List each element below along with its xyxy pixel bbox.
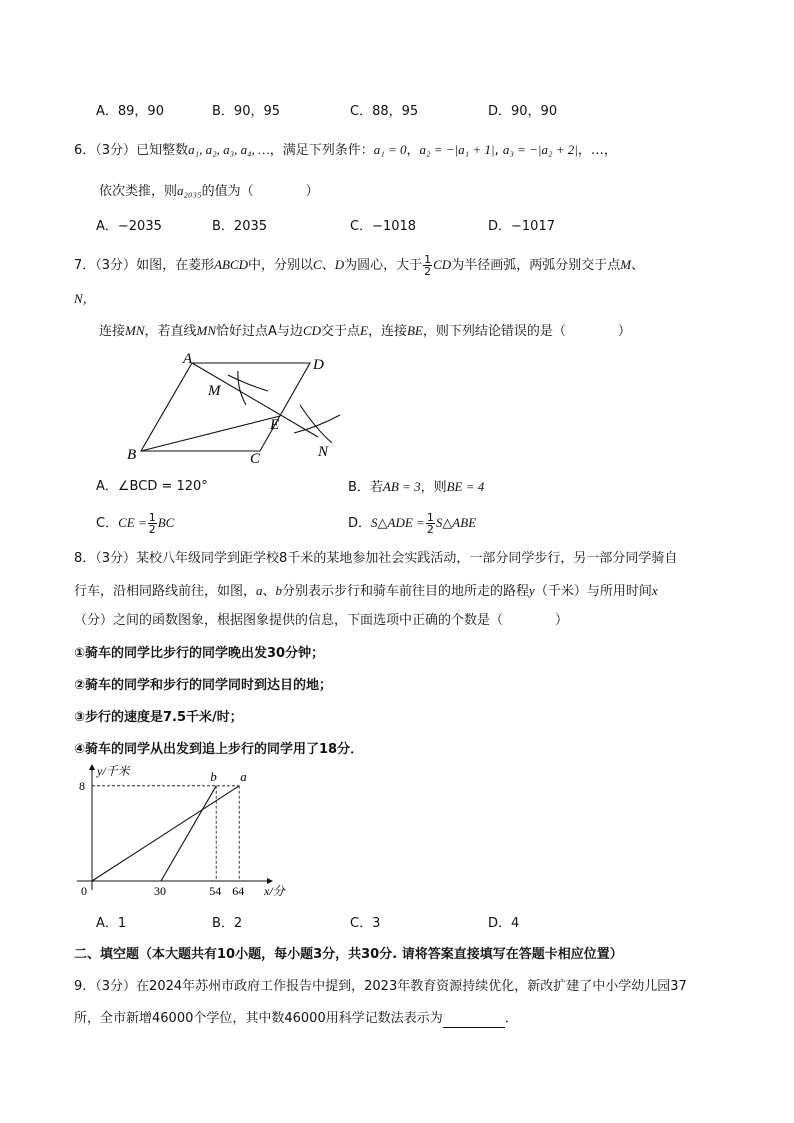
- label-d: D: [313, 357, 324, 373]
- q6-cond1: a₁ = 0: [373, 142, 407, 157]
- line-mn: [192, 363, 318, 437]
- q8-var-b: b: [275, 583, 283, 598]
- q6-option-d: D．−1017: [488, 219, 555, 234]
- q8-statement-4: ④骑车的同学从出发到追上步行的同学用了18分．: [74, 742, 364, 757]
- q6-cond-end: ，…，: [577, 143, 617, 158]
- q7-frac-den: 2: [424, 265, 432, 278]
- q5-option-d: D．90，90: [488, 104, 558, 119]
- section2-heading: 二、填空题（本大题共有10小题，每小题3分，共30分. 请将答案直接填写在答题卡相应位置）: [74, 947, 623, 962]
- arc-upper-2: [238, 371, 246, 405]
- label-c: C: [250, 451, 261, 465]
- q7-mn2: MN: [196, 323, 217, 338]
- q8-line-chart: [72, 762, 297, 897]
- q7-line3-f: ，则下列结论错误的是（ ）: [422, 324, 631, 339]
- q7-number: 7．: [74, 258, 96, 273]
- q7-text3: 为圆心，大于: [344, 258, 423, 273]
- q7-cd: CD: [433, 257, 452, 272]
- q9-stem-line2: [74, 1010, 518, 1028]
- series-b-line: [161, 786, 216, 881]
- q8-statement-3: ③步行的速度是7.5千米/时；: [74, 710, 243, 725]
- segment-be: [141, 416, 280, 451]
- q8-stem-line2: [74, 582, 658, 601]
- q7-rhombus: ABCD: [214, 257, 249, 272]
- q7-option-c-frac: [148, 512, 157, 535]
- arc-lower: [300, 405, 332, 443]
- arc-upper: [228, 375, 268, 391]
- q7-option-d-frac: [426, 512, 435, 535]
- q8-stem-line3: （分）之间的函数图象，根据图象提供的信息，下面选项中正确的个数是（ ）: [74, 613, 569, 628]
- q8-var-y: y: [529, 583, 535, 598]
- q7-stem-line1: [74, 254, 644, 277]
- q7-option-c: [96, 512, 174, 535]
- q8-line2-c: 分别表示步行和骑车前往目的地所走的路程: [282, 584, 530, 599]
- q7-option-d-frac-num: 1: [426, 511, 434, 524]
- q7-score: （3分）: [95, 258, 137, 273]
- q6-sequence: a₁, a₂, a₃, a₄, …: [188, 142, 270, 157]
- q7-option-d-pre: D．: [348, 516, 372, 531]
- q7-point-c: C: [313, 257, 322, 272]
- q7-mn: MN: [125, 323, 145, 338]
- q7-point-d: D: [334, 257, 345, 272]
- y-axis-label: y/千米: [97, 764, 130, 778]
- q7-cd2: CD: [302, 323, 321, 338]
- q7-line3-b: ，若直线: [144, 324, 197, 339]
- q6-option-a: A．−2035: [96, 219, 162, 234]
- q7-point-m: M: [620, 257, 632, 272]
- y-axis-arrow: [89, 764, 95, 770]
- q7-option-c-frac-num: 1: [148, 511, 156, 524]
- q7-rhombus-figure: [120, 345, 350, 465]
- label-b: B: [127, 447, 137, 463]
- q7-option-c-lhs: CE =: [118, 515, 147, 530]
- x-tick-30: 30: [154, 884, 166, 897]
- label-a: A: [183, 351, 193, 367]
- q6-text-b: ，满足下列条件：: [269, 143, 374, 158]
- q7-option-b-res: BE = 4: [446, 479, 485, 494]
- label-m: M: [208, 383, 221, 399]
- q7-stem-line3: [99, 322, 631, 341]
- x-axis-label: x/分: [264, 884, 285, 897]
- q6-score: （3分）: [95, 143, 137, 158]
- q8-line2-b: 、: [262, 584, 276, 599]
- q6-line2-a: 依次类推，则: [99, 184, 178, 199]
- q8-line2-d: （千米）与所用时间: [534, 584, 652, 599]
- label-e: E: [270, 417, 280, 433]
- q7-sep2: 、: [631, 258, 645, 273]
- q7-option-b-cond: AB = 3: [382, 479, 421, 494]
- q8-line2-a: 行车，沿相同路线前往，如图，: [74, 584, 257, 599]
- q8-var-a: a: [256, 583, 263, 598]
- q8-option-a: A．1: [96, 916, 127, 931]
- q6-line2-b: 的值为（ ）: [201, 184, 319, 199]
- q7-sep: 、: [321, 258, 335, 273]
- q9-stem-line1: 9．（3分）在2024年苏州市政府工作报告中提到，2023年教育资源持续优化，新改扩建了中小学幼儿园37: [74, 979, 687, 994]
- q7-option-a: A．∠BCD = 120°: [96, 479, 208, 494]
- q7-option-b-pre: B．若: [348, 480, 383, 495]
- q5-option-b: B．90，95: [212, 104, 281, 119]
- q7-line3-a: 连接: [99, 324, 126, 339]
- q7-option-d-rhs: S△ABE: [435, 515, 477, 530]
- q5-option-a: A．89，90: [96, 104, 164, 119]
- q7-point-n-line: N，: [74, 291, 96, 306]
- x-tick-54: 54: [209, 884, 222, 897]
- q7-frac-num: 1: [424, 253, 432, 266]
- q9-line2-end: ．: [504, 1011, 518, 1026]
- q5-option-c: C．88，95: [350, 104, 419, 119]
- q7-line3-e: ，连接: [367, 324, 407, 339]
- q7-option-c-rhs: BC: [157, 515, 175, 530]
- q6-target: a₂₀₃₅: [177, 183, 202, 198]
- q6-cond3: a₃ = −|a₂ + 2|: [502, 142, 578, 157]
- q7-line3-d: 交于点: [321, 324, 361, 339]
- q7-option-c-frac-den: 2: [148, 523, 156, 536]
- q6-option-b: B．2035: [212, 219, 268, 234]
- q7-be: BE: [406, 323, 423, 338]
- q8-var-x: x: [651, 583, 658, 598]
- q8-option-d: D．4: [488, 916, 520, 931]
- series-a-line: [92, 786, 239, 881]
- q7-text1: 如图，在菱形: [136, 258, 215, 273]
- q7-option-d: [348, 512, 476, 535]
- y-tick-8: 8: [79, 778, 85, 793]
- x-tick-0: 0: [81, 884, 87, 897]
- q8-statement-2: ②骑车的同学和步行的同学同时到达目的地；: [74, 678, 333, 693]
- q9-line2: 所，全市新增46000个学位，其中数46000用科学记数法表示为: [74, 1011, 443, 1026]
- q6-number: 6．: [74, 143, 96, 158]
- q9-answer-blank[interactable]: [443, 1013, 505, 1028]
- q7-text4: 为半径画弧，两弧分别交于点: [451, 258, 621, 273]
- q7-line3-c: 恰好过点A与边: [216, 324, 303, 339]
- q6-text-a: 已知整数: [136, 143, 189, 158]
- q8-option-b: B．2: [212, 916, 243, 931]
- q7-option-c-pre: C．: [96, 516, 119, 531]
- q7-fraction: [423, 254, 432, 277]
- q7-point-e: E: [360, 323, 368, 338]
- x-tick-64: 64: [232, 884, 245, 897]
- q7-option-d-frac-den: 2: [426, 523, 434, 536]
- q7-option-d-lhs: S△ADE =: [371, 515, 425, 530]
- q7-option-b: [348, 478, 484, 497]
- q8-statement-1: ①骑车的同学比步行的同学晚出发30分钟；: [74, 646, 325, 661]
- q7-text2: 中，分别以: [248, 258, 314, 273]
- q6-cond2: a₂ = −|a₁ + 1|: [419, 142, 495, 157]
- q8-stem-line1: 8．（3分）某校八年级同学到距学校8千米的某地参加社会实践活动，一部分同学步行，另一部分同学骑自: [74, 551, 678, 566]
- q6-stem-line2: [99, 182, 319, 201]
- rhombus-outline: [141, 363, 310, 451]
- q8-option-c: C．3: [350, 916, 381, 931]
- series-b-label: b: [210, 768, 217, 784]
- q7-option-b-mid: ，则: [420, 480, 447, 495]
- series-a-label: a: [240, 768, 247, 784]
- arc-lower-2: [294, 415, 340, 433]
- q6-option-c: C．−1018: [350, 219, 417, 234]
- label-n: N: [318, 444, 329, 460]
- q6-stem-line1: 6．（3分）已知整数a₁, a₂, a₃, a₄, …，满足下列条件：a₁ = 0，a₂ = −|a₁ + 1|, a₃ = −|a₂ + 2|，…，: [74, 142, 617, 158]
